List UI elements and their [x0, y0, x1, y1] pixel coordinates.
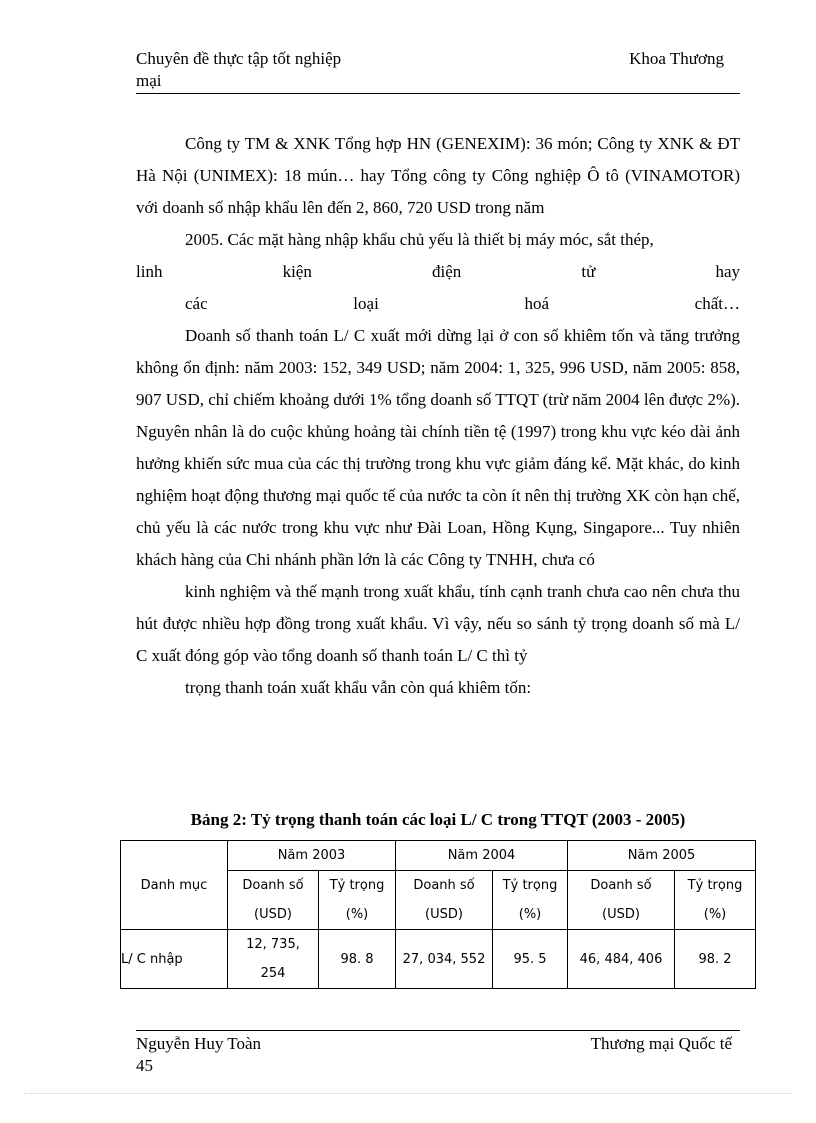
subheader-pct-2003: Tỷ trọng (%) — [319, 871, 396, 930]
pct-2004: 95. 5 — [493, 930, 568, 989]
pct-2005: 98. 2 — [675, 930, 756, 989]
row-label: L/ C nhập — [121, 930, 228, 989]
col-header-year-2004: Năm 2004 — [396, 841, 568, 871]
paragraph-4: các loại hoá chất… — [185, 294, 740, 313]
table-row — [121, 930, 756, 989]
value-2004: 27, 034, 552 — [396, 930, 493, 989]
pct-2003: 98. 8 — [319, 930, 396, 989]
subheader-value-2005: Doanh số (USD) — [568, 871, 675, 930]
subheader-pct-2005: Tỷ trọng (%) — [675, 871, 756, 930]
col-header-year-2003: Năm 2003 — [228, 841, 396, 871]
paragraph-2: 2005. Các mặt hàng nhập khẩu chủ yếu là thiết bị máy móc, sắt thép, — [185, 230, 654, 249]
paragraph-5: Doanh số thanh toán L/ C xuất mới dừng lại ở con số khiêm tốn và tăng trưởng không ổn định: năm 2003: 152, 349 USD; năm 2004: 1, 325, 996 USD, năm 2005: 858, 907 USD, chỉ chiếm khoảng dưới 1% tổng doanh số TTQT (trừ năm 2004 lên được 2%). Nguyên nhân là do cuộc khủng hoảng tài chính tiền tệ (1997) trong khu vực kéo dài ảnh hưởng khiến sức mua của các thị trường trong khu vực giảm đáng kể. Mặt khác, do kinh nghiệm hoạt động thương mại quốc tế của nước ta còn ít nên thị trường XK còn hạn chế, chủ yếu là các nước trong khu vực như Đài Loan, Hồng Kụng, Singapore... Tuy nhiên khách hàng của Chi nhánh phần lớn là các Công ty TNHH, chưa có — [136, 326, 741, 569]
header-title: Chuyên đề thực tập tốt nghiệp — [136, 49, 342, 68]
header-rule — [136, 93, 740, 94]
page-number: 45 — [136, 1056, 153, 1075]
subheader-value-2004: Doanh số (USD) — [396, 871, 493, 930]
paragraph-1: Công ty TM & XNK Tổng hợp HN (GENEXIM): 36 món; Công ty XNK & ĐT Hà Nội (UNIMEX): 18 mún… hay Tổng công ty Công nghiệp Ô tô (VINAMOTOR) với doanh số nhập khẩu lên đến 2, 860, 720 USD trong năm — [136, 134, 740, 217]
header-left — [136, 48, 396, 92]
table-header-row — [121, 841, 756, 871]
col-header-year-2005: Năm 2005 — [568, 841, 756, 871]
paragraph-3: linh kiện điện tử hay — [136, 262, 740, 281]
footer-rule — [136, 1030, 740, 1031]
paragraph-6: kinh nghiệm và thế mạnh trong xuất khẩu, tính cạnh tranh chưa cao nên chưa thu hút được nhiều hợp đồng trong xuất khẩu. Vì vậy, nếu so sánh tỷ trọng doanh số mà L/ C xuất đóng góp vào tổng doanh số thanh toán L/ C thì tỷ — [136, 582, 740, 665]
page-bottom-divider — [24, 1093, 792, 1094]
page-header — [136, 48, 740, 92]
footer-left — [136, 1033, 261, 1077]
lc-share-table — [120, 840, 756, 989]
header-title-continuation: mại — [136, 71, 162, 90]
subheader-value-2003: Doanh số (USD) — [228, 871, 319, 930]
body-text — [136, 128, 740, 704]
subheader-pct-2004: Tỷ trọng (%) — [493, 871, 568, 930]
author-name: Nguyễn Huy Toàn — [136, 1034, 262, 1053]
value-2003: 12, 735, 254 — [228, 930, 319, 989]
col-header-category: Danh mục — [121, 841, 228, 930]
value-2005: 46, 484, 406 — [568, 930, 675, 989]
footer-specialization: Thương mại Quốc tế — [590, 1034, 732, 1053]
paragraph-7: trọng thanh toán xuất khẩu vẫn còn quá khiêm tốn: — [185, 678, 532, 697]
table-caption: Bảng 2: Tỷ trọng thanh toán các loại L/ C trong TTQT (2003 - 2005) — [190, 810, 686, 829]
header-department: Khoa Thương — [629, 49, 724, 68]
